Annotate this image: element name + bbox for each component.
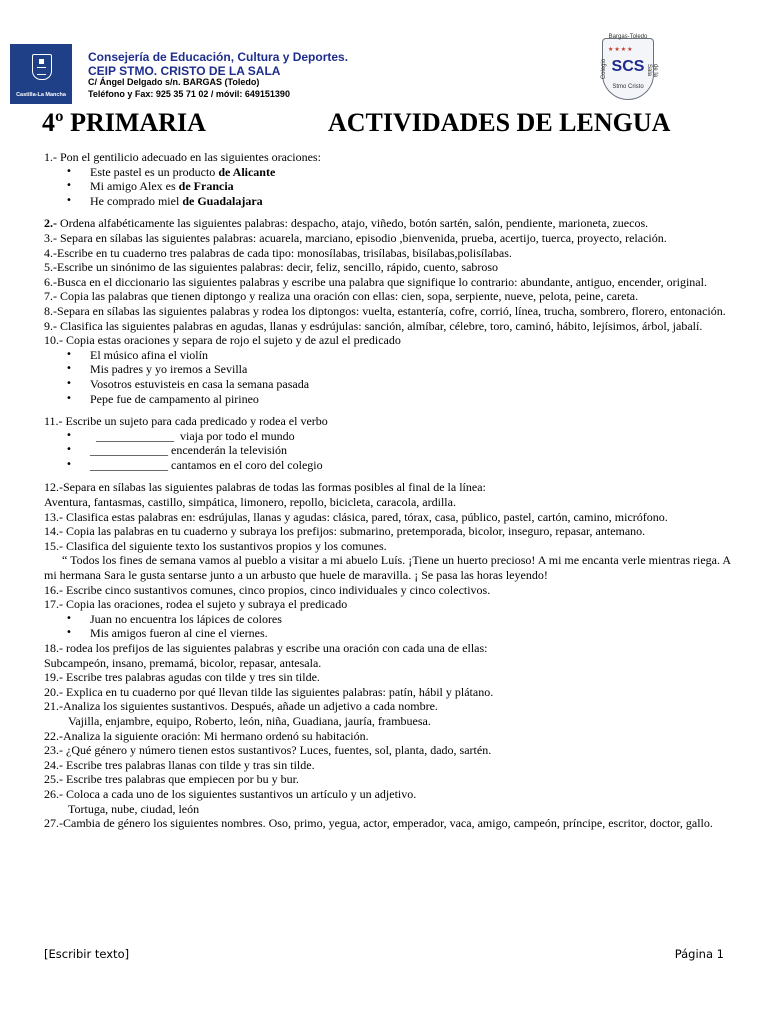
activity-10-list bbox=[44, 348, 734, 406]
activity-4: 4.-Escribe en tu cuaderno tres palabras de cada tipo: monosílabas, trisílabas, bisílabas,polisílabas. bbox=[44, 245, 512, 260]
subject-title: ACTIVIDADES DE LENGUA bbox=[328, 108, 671, 137]
activity-23: 23.- ¿Qué género y número tienen estos sustantivos? Luces, fuentes, sol, planta, dado, sartén. bbox=[44, 743, 492, 758]
activity-17: 17.- Copia las oraciones, rodea el sujeto y subraya el predicado bbox=[44, 597, 348, 612]
list-item: • _____________ encenderán la televisión bbox=[44, 443, 734, 458]
activity-16: 16.- Escribe cinco sustantivos comunes, cinco propios, cinco individuales y cinco colectivos. bbox=[44, 582, 491, 597]
activity-20: 20.- Explica en tu cuaderno por qué llevan tilde las siguientes palabras: patín, hábil y plátano. bbox=[44, 684, 494, 699]
activity-9: 9.- Clasifica las siguientes palabras en agudas, llanas y esdrújulas: sanción, almíbar, célebre, toro, caminó, hábito, lejísimos, árbol, jabalí. bbox=[44, 318, 703, 333]
list-item: • Mis amigos fueron al cine el viernes. bbox=[44, 626, 734, 641]
activity-21: 21.-Analiza los siguientes sustantivos. Después, añade un adjetivo a cada nombre. bbox=[44, 699, 438, 714]
list-item: • Mi amigo Alex es de Francia bbox=[44, 179, 734, 194]
list-item: • He comprado miel de Guadalajara bbox=[44, 194, 734, 209]
activity-15: 15.- Clasifica del siguiente texto los sustantivos propios y los comunes. bbox=[44, 538, 387, 553]
activity-3: 3.- Separa en sílabas las siguientes palabras: acuarela, marciano, episodio ,bienvenida, prueba, acertijo, tuerca, proyecto, relación. bbox=[44, 230, 667, 245]
grade-title: 4º PRIMARIA bbox=[42, 108, 206, 137]
activity-7: 7.- Copia las palabras que tienen diptongo y realiza una oración con ellas: cien, sopa, serpiente, nueve, pelota, peine, careta. bbox=[44, 289, 639, 304]
header-line-2: CEIP STMO. CRISTO DE LA SALA bbox=[88, 64, 281, 78]
stars-icon: ★★★★ bbox=[608, 46, 634, 53]
school-logo-left: Colegio bbox=[601, 58, 608, 80]
activity-12: 12.-Separa en sílabas las siguientes palabras de todas las formas posibles al final de la línea: bbox=[44, 480, 486, 495]
activity-14: 14.- Copia las palabras en tu cuaderno y subraya los prefijos: submarino, pretemporada, bicolor, inseguro, repasar, antemano. bbox=[44, 524, 646, 539]
activity-list bbox=[44, 150, 734, 831]
school-logo-bottom: Stmo Cristo bbox=[612, 84, 644, 90]
castilla-la-mancha-logo bbox=[10, 44, 72, 104]
activity-1-list bbox=[44, 165, 734, 209]
activity-13: 13.- Clasifica estas palabras en: esdrújulas, llanas y agudas: clásica, pared, tórax, casa, público, pastel, cartón, camino, micrófono. bbox=[44, 509, 668, 524]
crest-icon bbox=[32, 54, 52, 80]
activity-11: 11.- Escribe un sujeto para cada predicado y rodea el verbo bbox=[44, 414, 328, 429]
header-line-1: Consejería de Educación, Cultura y Deportes. bbox=[88, 50, 349, 64]
activity-1: 1.- Pon el gentilicio adecuado en las siguientes oraciones: bbox=[44, 150, 321, 164]
page-number: Página 1 bbox=[674, 947, 724, 961]
list-item: • Este pastel es un producto de Alicante bbox=[44, 165, 734, 180]
school-logo-right: de la Sala bbox=[646, 64, 658, 78]
activity-17-list bbox=[44, 612, 734, 641]
header-line-3: C/ Ángel Delgado s/n. BARGAS (Toledo) bbox=[88, 77, 260, 87]
activity-11-list bbox=[44, 429, 734, 473]
activity-26: 26.- Coloca a cada uno de los siguientes sustantivos un artículo y un adjetivo. bbox=[44, 786, 417, 801]
list-item: • Mis padres y yo iremos a Sevilla bbox=[44, 362, 734, 377]
school-logo-monogram: SCS bbox=[611, 58, 645, 75]
list-item: • _____________ viaja por todo el mundo bbox=[44, 429, 734, 444]
list-item: • El músico afina el violín bbox=[44, 348, 734, 363]
list-item: • Vosotros estuvisteis en casa la semana pasada bbox=[44, 377, 734, 392]
activity-12-words: Aventura, fantasmas, castillo, simpática, limonero, repollo, bicicleta, caracola, ardilla. bbox=[44, 495, 456, 510]
list-item: • Juan no encuentra los lápices de colores bbox=[44, 612, 734, 627]
footer-placeholder[interactable]: [Escribir texto] bbox=[44, 947, 130, 961]
header-line-4: Teléfono y Fax: 925 35 71 02 / móvil: 649151390 bbox=[88, 89, 290, 99]
list-item: • Pepe fue de campamento al pirineo bbox=[44, 392, 734, 407]
activity-6: 6.-Busca en el diccionario las siguientes palabras y escribe una palabra que signifique lo contrario: abundante, antiguo, encender, original. bbox=[44, 274, 707, 289]
activity-18: 18.- rodea los prefijos de las siguientes palabras y escribe una oración con cada una de ellas: bbox=[44, 641, 488, 655]
activity-26-words: Tortuga, nube, ciudad, león bbox=[68, 801, 200, 816]
logo-caption: Castilla-La Mancha bbox=[16, 92, 66, 98]
school-logo-top: Bargas-Toledo bbox=[608, 34, 648, 40]
activity-25: 25.- Escribe tres palabras que empiecen por bu y bur. bbox=[44, 772, 299, 787]
activity-27: 27.-Cambia de género los siguientes nombres. Oso, primo, yegua, actor, emperador, vaca, amigo, campeón, príncipe, escritor, doctor, gallo. bbox=[44, 816, 713, 831]
school-logo bbox=[596, 36, 660, 104]
list-item: • _____________ cantamos en el coro del colegio bbox=[44, 458, 734, 473]
activity-5: 5.-Escribe un sinónimo de las siguientes palabras: decir, feliz, sencillo, rápido, cuento, sabroso bbox=[44, 260, 499, 275]
activity-15-text: “ Todos los fines de semana vamos al pueblo a visitar a mi abuelo Luís. ¡Tiene un huerto precioso! A mi me encanta verle mientras riega. A mi hermana Sara le gusta sentarse junto a un arbusto que huele de maravilla. ¡ Se pasa las horas leyendo! bbox=[44, 553, 731, 583]
activity-10: 10.- Copia estas oraciones y separa de rojo el sujeto y de azul el predicado bbox=[44, 333, 401, 348]
activity-19: 19.- Escribe tres palabras agudas con tilde y tres sin tilde. bbox=[44, 670, 320, 685]
activity-21-words: Vajilla, enjambre, equipo, Roberto, león, niña, Guadiana, jauría, frambuesa. bbox=[68, 713, 431, 728]
activity-8: 8.-Separa en sílabas las siguientes palabras y rodea los diptongos: vuelta, estantería, cofre, corrió, línea, trucha, sombrero, florero, entonación. bbox=[44, 303, 726, 318]
activity-2: 2.- Ordena alfabéticamente las siguientes palabras: despacho, atajo, viñedo, botón sartén, salón, pendiente, marioneta, zuecos. bbox=[44, 216, 649, 231]
activity-18-words: Subcampeón, insano, premamá, bicolor, repasar, antesala. bbox=[44, 655, 322, 670]
activity-24: 24.- Escribe tres palabras llanas con tilde y tras sin tilde. bbox=[44, 757, 315, 772]
activity-22: 22.-Analiza la siguiente oración: Mi hermano ordenó su habitación. bbox=[44, 728, 369, 743]
